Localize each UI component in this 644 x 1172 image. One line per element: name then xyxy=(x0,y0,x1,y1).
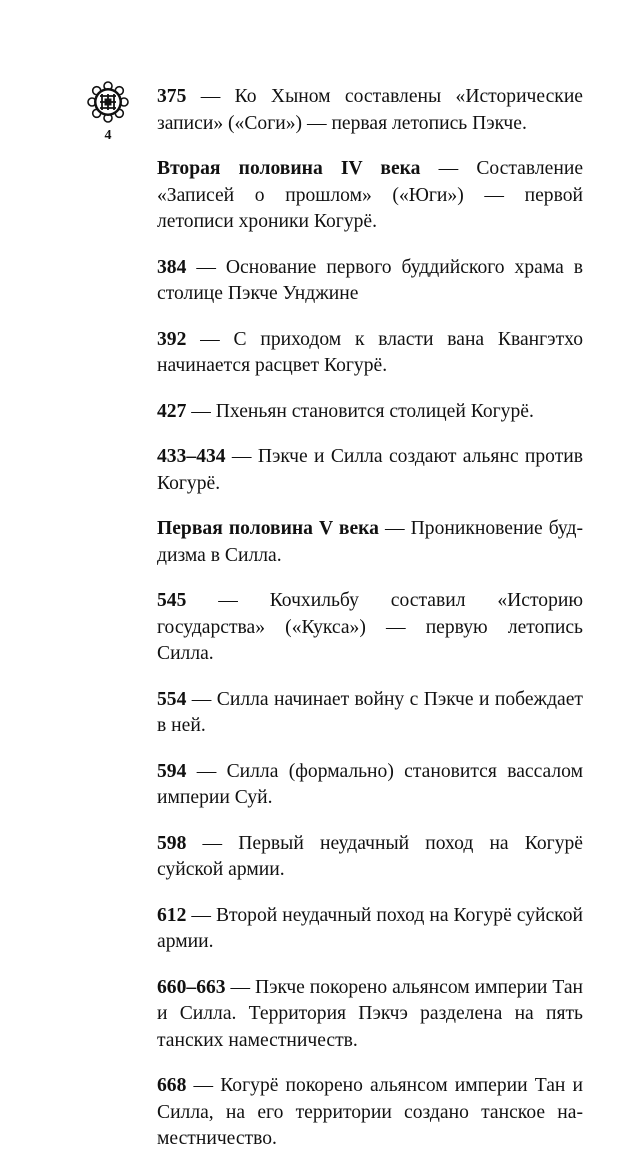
entry-text: — Кочхильбу составил «Историю государства» («Кукса») — первую летопись Силла. xyxy=(157,590,583,664)
entry-text: — С приходом к власти вана Квангэтхо начинается расцвет Когурё. xyxy=(157,328,583,376)
chronology-entry xyxy=(157,831,583,884)
entry-date: 554 xyxy=(157,688,187,710)
entry-date: 545 xyxy=(157,590,187,611)
entry-text: — Когурё покорено альянсом империи Тан и Силла, на его территории создано танское наместничество. xyxy=(157,1075,583,1149)
entry-text: — Силла (формально) становится вассалом империи Суй. xyxy=(157,760,583,808)
entry-text: — Силла начинает войну с Пэкче и побеждает в ней. xyxy=(157,688,583,736)
entry-text: — Основание первого буддийского храма в столице Пэкче Унджине xyxy=(157,256,583,304)
entry-date: 427 xyxy=(157,400,187,422)
entry-date: 668 xyxy=(157,1075,187,1096)
entry-date: 384 xyxy=(157,256,187,278)
chronology-entry xyxy=(157,1073,583,1153)
entry-text: — Второй неудачный поход на Когурё суйской армии. xyxy=(157,904,583,952)
entry-date: 660–663 xyxy=(157,976,226,998)
page-number: 4 xyxy=(104,128,112,143)
entry-text: — Составление «Записей о прошлом» («Юги») — первой летописи хроники Когурё. xyxy=(157,158,584,232)
entry-date: 598 xyxy=(157,832,187,854)
entry-text: — Проникновение буддизма в Силла. xyxy=(157,518,583,566)
chronology-entry xyxy=(157,516,583,569)
chronology-entry xyxy=(157,687,583,740)
entry-date: 433–434 xyxy=(157,446,226,467)
chronology-entry xyxy=(157,444,583,497)
round-endless-knot-ornament-icon xyxy=(86,80,130,124)
entry-date: 375 xyxy=(157,86,187,107)
entry-text: — Пэкче и Силла создают альянс против Когурё. xyxy=(157,446,583,494)
entry-text: — Пхеньян становится столицей Когурё. xyxy=(186,400,534,422)
chronology-entry xyxy=(157,759,583,812)
chronology-entry xyxy=(157,975,583,1055)
chronology-entry xyxy=(157,399,583,426)
entry-text: — Ко Хыном составлены «Исторические записи» («Соги») — первая летопись Пэкче. xyxy=(157,86,583,134)
entry-date: Вторая половина IV века xyxy=(157,158,421,179)
entry-date: 594 xyxy=(157,760,187,782)
entry-date: Первая половина V века xyxy=(157,518,379,539)
chronology-entry xyxy=(157,255,583,308)
chronology-entry xyxy=(157,156,583,236)
entry-date: 612 xyxy=(157,904,187,926)
chronology-entry xyxy=(157,903,583,956)
entry-text: — Пэкче покорено альянсом империи Тан и Силла. Территория Пэкчэ разделена на пять танских наместничеств. xyxy=(157,976,583,1051)
chronology-entry xyxy=(157,327,583,380)
chronology-entry xyxy=(157,84,583,137)
entry-date: 392 xyxy=(157,328,187,350)
chronology-entry xyxy=(157,588,583,668)
entry-text: — Первый неудачный поход на Когурё суйской армии. xyxy=(157,832,583,880)
chronology-list xyxy=(157,84,583,1172)
